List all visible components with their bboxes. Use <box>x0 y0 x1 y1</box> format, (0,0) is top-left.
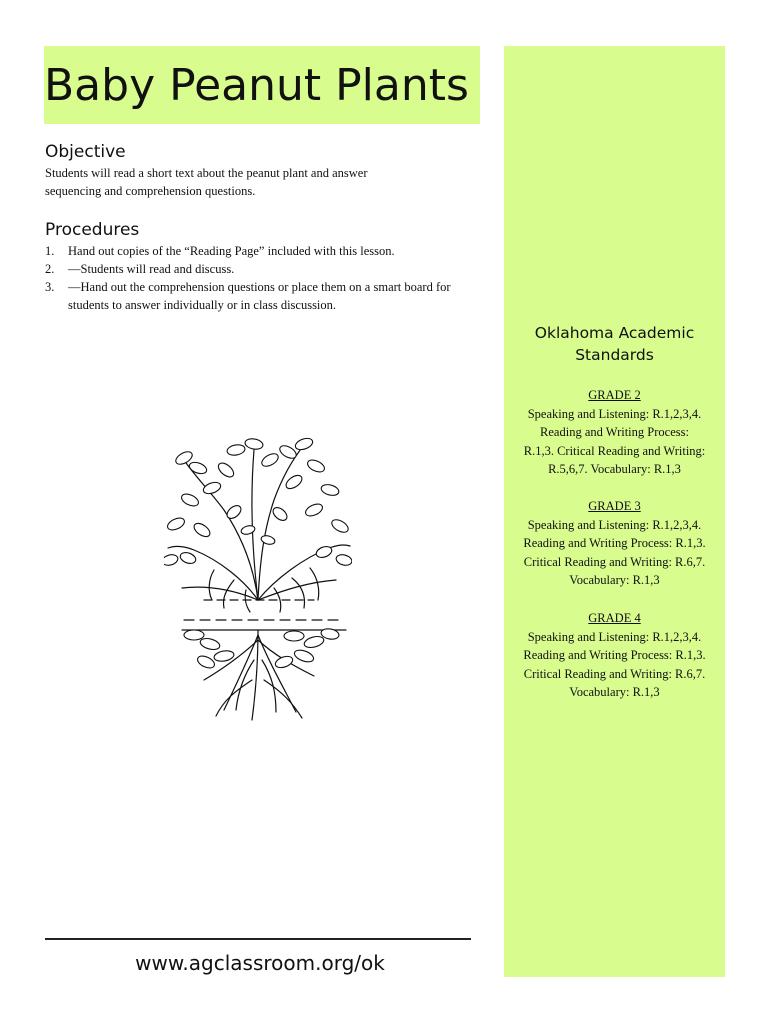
grade-2-block <box>504 386 725 479</box>
grade-4-block <box>504 609 725 702</box>
standard-line: Critical Reading and Writing: R.6,7. <box>523 554 706 569</box>
standard-line: Vocabulary: R.1,3 <box>569 685 660 699</box>
procedure-item <box>45 278 485 314</box>
peanut-plant-illustration <box>164 430 352 726</box>
standard-line: Speaking and Listening: R.1,2,3,4. <box>527 406 702 421</box>
footer-url[interactable]: www.agclassroom.org/ok <box>135 951 385 975</box>
footer-divider <box>45 938 471 940</box>
procedures-heading: Procedures <box>45 220 140 240</box>
objective-heading: Objective <box>45 142 126 162</box>
standard-line: Vocabulary: R.1,3 <box>569 573 660 587</box>
standards-heading <box>504 322 725 366</box>
procedure-item <box>45 242 485 260</box>
standards-sidebar <box>504 46 725 977</box>
title-banner <box>44 46 480 124</box>
standard-line: R.5,6,7. Vocabulary: R.1,3 <box>548 462 681 476</box>
page-title: Baby Peanut Plants <box>44 60 469 111</box>
standard-line: Speaking and Listening: R.1,2,3,4. <box>527 517 702 532</box>
grade-title: GRADE 3 <box>588 499 641 513</box>
objective-text <box>45 164 475 200</box>
standards-heading-line: Standards <box>575 346 654 364</box>
procedure-text: Hand out copies of the “Reading Page” included with this lesson. <box>68 244 395 258</box>
standard-line: R.1,3. Critical Reading and Writing: <box>523 443 706 458</box>
procedure-number: 2. <box>45 262 55 276</box>
procedures-list <box>45 242 485 314</box>
procedure-text: —Students will read and discuss. <box>68 262 235 276</box>
procedure-text: —Hand out the comprehension questions or place them on a smart board for students to answer individually or in class discussion. <box>68 280 451 312</box>
objective-line: Students will read a short text about the peanut plant and answer <box>45 166 368 180</box>
standard-line: Reading and Writing Process: R.1,3. <box>523 648 706 662</box>
standards-heading-line: Oklahoma Academic <box>534 324 695 342</box>
procedure-number: 3. <box>45 280 55 294</box>
standard-line: Reading and Writing Process: <box>540 425 689 439</box>
grade-title: GRADE 2 <box>588 388 641 402</box>
objective-line: sequencing and comprehension questions. <box>45 184 256 198</box>
procedure-item <box>45 260 485 278</box>
standard-line: Critical Reading and Writing: R.6,7. <box>523 666 706 681</box>
procedure-number: 1. <box>45 244 55 258</box>
standard-line: Reading and Writing Process: R.1,3. <box>523 536 706 550</box>
grade-title: GRADE 4 <box>588 611 641 625</box>
standard-line: Speaking and Listening: R.1,2,3,4. <box>527 629 702 644</box>
grade-3-block <box>504 497 725 590</box>
